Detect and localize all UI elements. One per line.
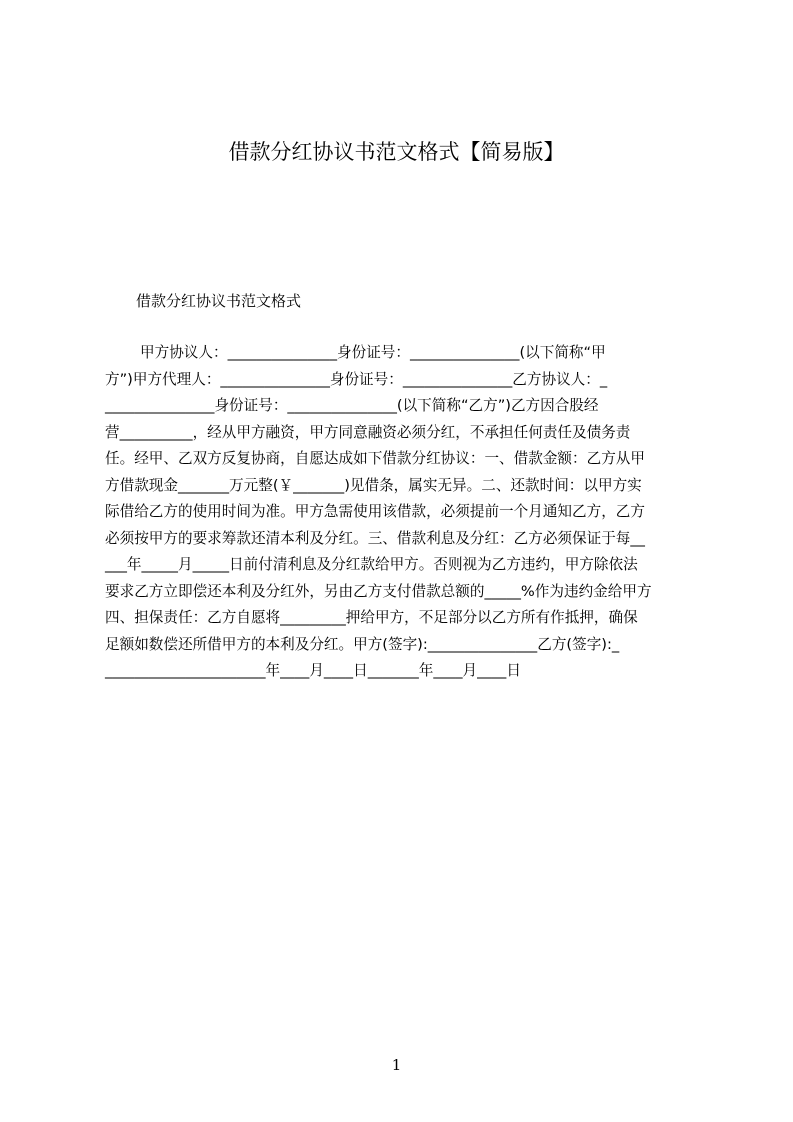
body-line: 四、担保责任：乙方自愿将_________押给甲方，不足部分以乙方所有作抵押，确保 (105, 609, 638, 626)
agreement-body (105, 340, 705, 685)
body-line: ___年_____月_____日前付清利息及分红款给甲方。否则视为乙方违约，甲方除依法 (105, 556, 638, 573)
body-line: 方借款现金_______万元整(￥_______)见借条，属实无异。二、还款时间：以甲方实 (105, 476, 642, 494)
body-line: _______________身份证号：_______________(以下简称“乙方”)乙方因合股经 (105, 397, 599, 414)
body-line: 要求乙方立即偿还本利及分红外，另由乙方支付借款总额的_____%作为违约金给甲方 (105, 582, 652, 600)
body-line: 甲方协议人：_______________身份证号：_______________(以下简称“甲 (140, 344, 606, 361)
body-line: 际借给乙方的使用时间为准。甲方急需使用该借款，必须提前一个月通知乙方，乙方 (105, 503, 645, 520)
body-line: 足额如数偿还所借甲方的本利及分红。甲方(签字):_______________乙方(签字):_ (105, 635, 620, 653)
body-line: 营__________，经从甲方融资，甲方同意融资必须分红，不承担任何责任及债务责 (105, 423, 631, 441)
body-line: 必须按甲方的要求筹款还清本利及分红。三、借款利息及分红：乙方必须保证于每__ (105, 529, 645, 547)
body-line: 方”)甲方代理人：_______________身份证号：_______________乙方协议人：_ (105, 370, 608, 388)
page-number: 1 (391, 1056, 402, 1074)
signature-date-line: ______________________年____月____日_______年____月____日 (105, 662, 521, 679)
document-subtitle: 借款分红协议书范文格式 (136, 292, 302, 310)
document-title: 借款分红协议书范文格式【简易版】 (228, 140, 565, 164)
body-line: 任。经甲、乙双方反复协商，自愿达成如下借款分红协议：一、借款金额：乙方从甲 (105, 450, 645, 467)
